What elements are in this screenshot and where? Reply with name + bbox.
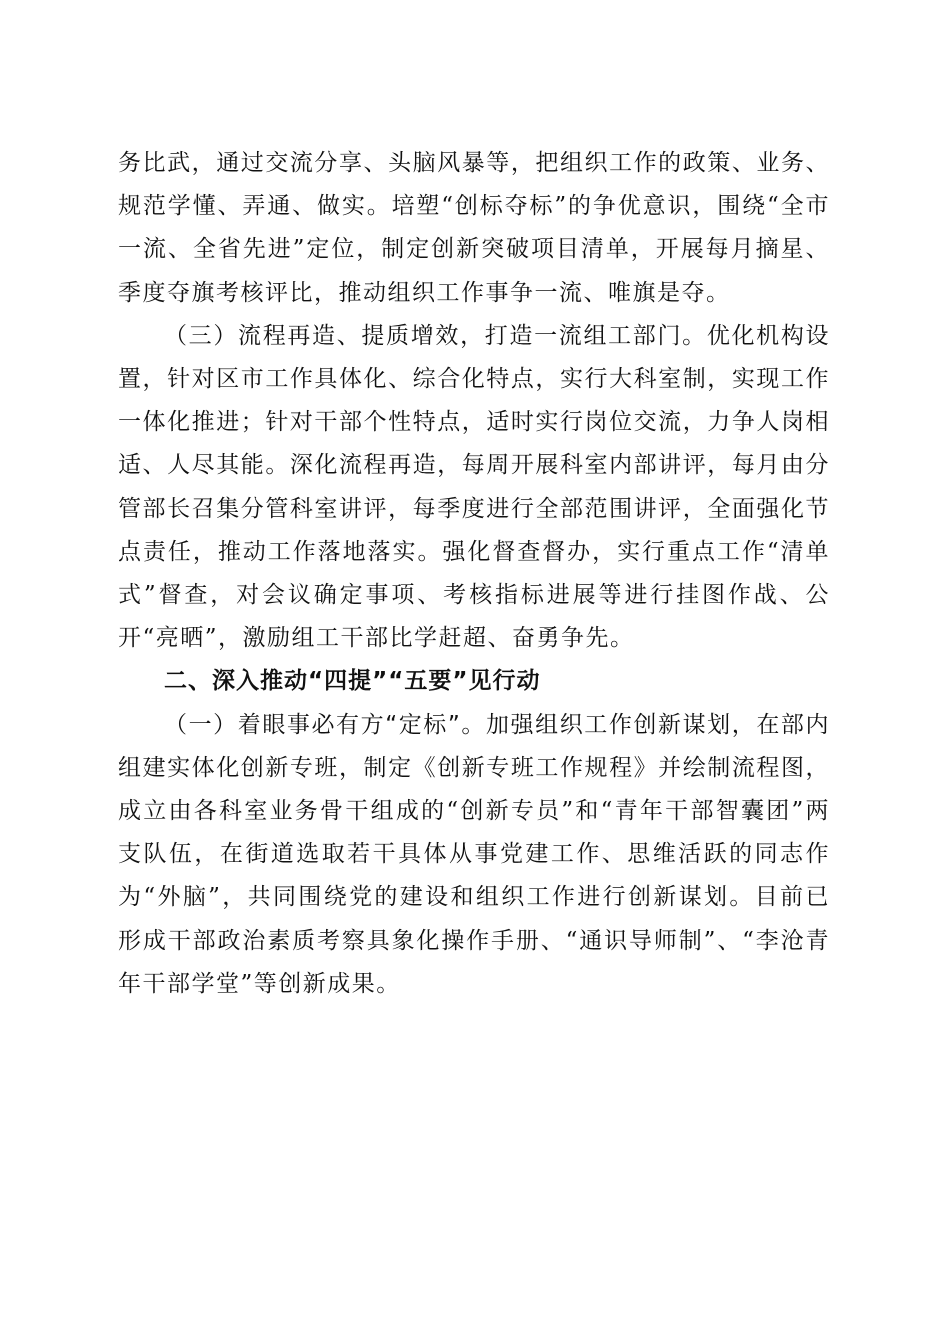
paragraph-section-3 [118,315,830,661]
paragraph-subsection-1 [118,704,830,1006]
section-3-lead: （三）流程再造、提质增效，打造一流组工部门。 [164,322,707,349]
subsection-1-body: 加强组织工作创新谋划，在部内组建实体化创新专班，制定《创新专班工作规程》并绘制流程图，成立由各科室业务骨干组成的“创新专员”和“青年干部智囊团”两支队伍，在街道选取若干具体从事党建工作、思维活跃的同志作为“外脑”，共同围绕党的建设和组织工作进行创新谋划。目前已形成干部政治素质考察具象化操作手册、“通识导师制”、“李沧青年干部学堂”等创新成果。 [118,711,830,997]
subsection-1-lead: （一）着眼事必有方“定标”。 [164,711,486,738]
section-heading-2: 二、深入推动“四提”“五要”见行动 [164,668,541,695]
section-3-body: 优化机构设置，针对区市工作具体化、综合化特点，实行大科室制，实现工作一体化推进；针对干部个性特点，适时实行岗位交流，力争人岗相适、人尽其能。深化流程再造，每周开展科室内部讲评，每月由分管部长召集分管科室讲评，每季度进行全部范围讲评，全面强化节点责任，推动工作落地落实。强化督查督办，实行重点工作“清单式”督查，对会议确定事项、考核指标进展等进行挂图作战、公开“亮晒”，激励组工干部比学赶超、奋勇争先。 [118,322,831,652]
paragraph-continued: 务比武，通过交流分享、头脑风暴等，把组织工作的政策、业务、规范学懂、弄通、做实。培塑“创标夺标”的争优意识，围绕“全市一流、全省先进”定位，制定创新突破项目清单，开展每月摘星、季度夺旗考核评比，推动组织工作事争一流、唯旗是夺。 [118,150,830,306]
document-body [118,142,830,1006]
